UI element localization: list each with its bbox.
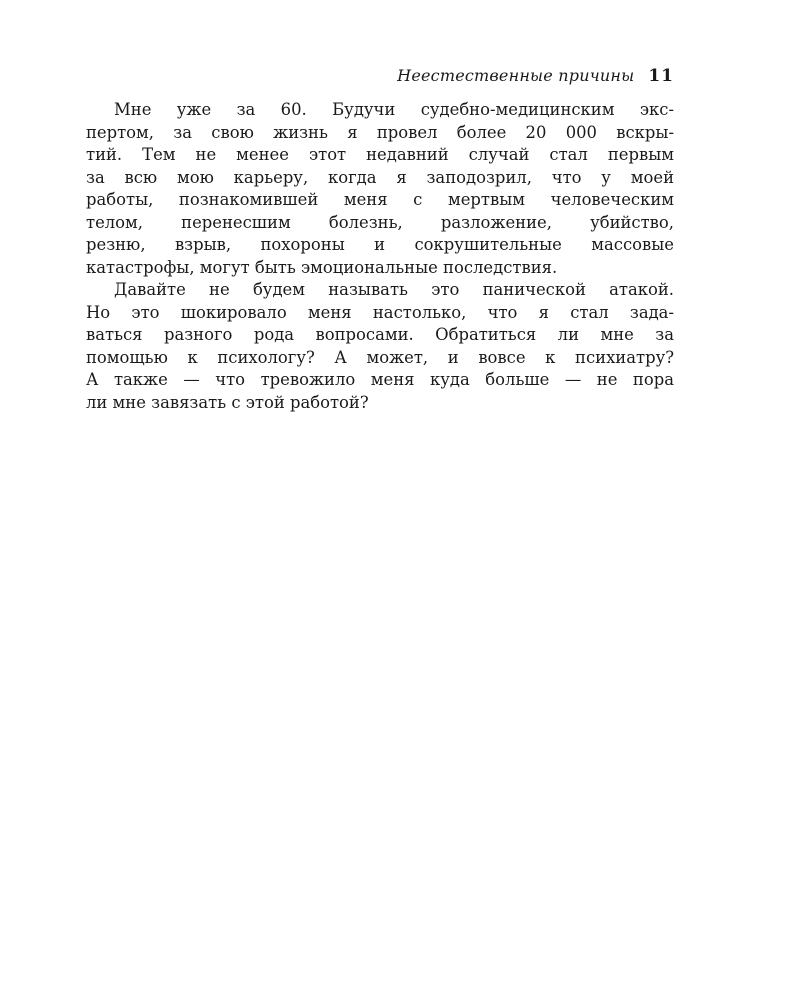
text-line: резню, взрыв, похороны и сокрушительные массовые bbox=[86, 235, 674, 254]
text-line: катастрофы, могут быть эмоциональные последствия. bbox=[86, 257, 558, 277]
text-line: за всю мою карьеру, когда я заподозрил, что у моей bbox=[86, 167, 674, 187]
text-line: телом, перенесшим болезнь, разложение, убийство, bbox=[86, 212, 674, 232]
text-line: помощью к психологу? А может, и вовсе к психиатру? bbox=[86, 347, 674, 367]
text-line: ваться разного рода вопросами. Обратиться ли мне за bbox=[86, 325, 674, 344]
text-line: А также — что тревожило меня куда больше — не пора bbox=[86, 370, 674, 389]
text-line: пертом, за свою жизнь я провел более 20 000 вскры- bbox=[86, 122, 674, 142]
text-line: Мне уже за 60. Будучи судебно-медицинским экс- bbox=[114, 100, 674, 119]
paragraph-1 bbox=[86, 99, 674, 279]
text-line: Давайте не будем называть это панической атакой. bbox=[114, 280, 674, 299]
text-line: тий. Тем не менее этот недавний случай стал первым bbox=[86, 145, 674, 164]
text-line: работы, познакомившей меня с мертвым человеческим bbox=[86, 190, 674, 209]
page-number: 11 bbox=[648, 66, 674, 86]
text-line: ли мне завязать с этой работой? bbox=[86, 392, 369, 412]
text-line: Но это шокировало меня настолько, что я стал зада- bbox=[86, 302, 674, 322]
running-header bbox=[86, 66, 674, 92]
body-text bbox=[86, 99, 674, 414]
running-title: Неестественные причины bbox=[397, 66, 635, 85]
paragraph-2 bbox=[86, 279, 674, 414]
